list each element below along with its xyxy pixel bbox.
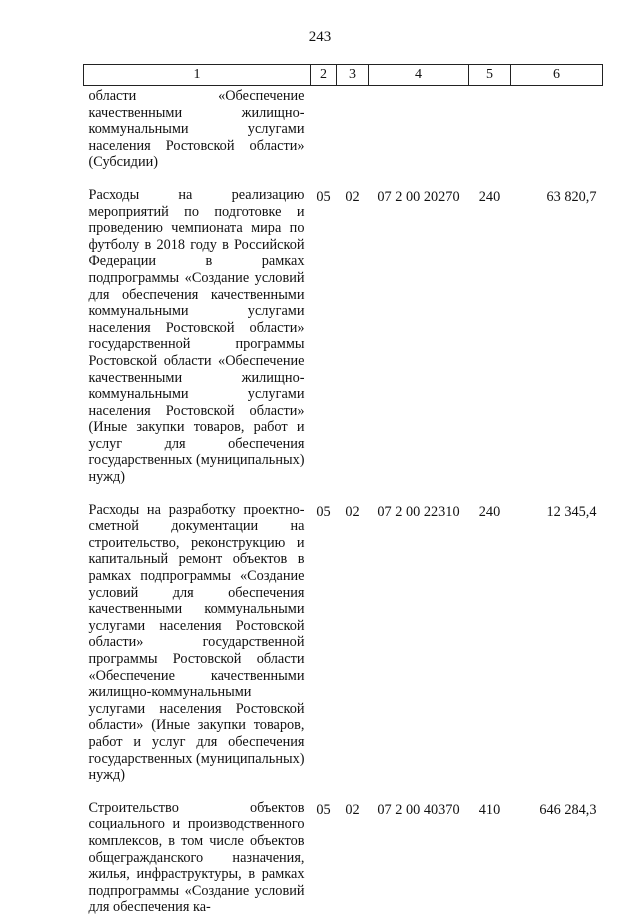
row-amount: 63 820,7 <box>546 188 597 205</box>
page-number: 243 <box>308 29 332 45</box>
column-header-description: 1 <box>84 65 311 86</box>
row-expense-type: 240 <box>478 188 501 205</box>
row-target-article: 07 2 00 40370 <box>377 801 460 818</box>
row-description-text: области «Обеспечение качественными жилищно-коммунальными услугами населения Ростовской области» (Субсидии) <box>88 88 305 171</box>
row-expense-type: 240 <box>478 503 501 520</box>
row-target-article: 07 2 00 20270 <box>377 188 460 205</box>
row-expense-type: 410 <box>478 801 501 818</box>
row-section <box>311 86 337 171</box>
row-subsection <box>337 86 369 171</box>
row-description-text: Расходы на разработку проектно-сметной документации на строительство, реконструкцию и капитальный ремонт объектов в рамках подпрограммы «Создание условий для обеспечения качественными коммунальными услугами населения Ростовской области» государственной программы Ростовской области «Обеспечение качественными жилищно-коммунальными услугами населения Ростовской области» (Иные закупки товаров, работ и услуг для обеспечения государственных (муниципальных) нужд) <box>88 501 305 784</box>
row-target-article: 07 2 00 22310 <box>377 503 460 520</box>
table-row <box>84 171 603 486</box>
row-section: 05 <box>316 503 331 520</box>
row-description-text: Расходы на реализацию мероприятий по подготовке и проведению чемпионата мира по футболу в 2018 году в Российской Федерации в рамках подпрограммы «Создание условий для обеспечения качественными коммунальными услугами населения Ростовской области» государственной программы Ростовской области «Обеспечение качественными жилищно-коммунальными услугами населения Ростовской области» (Иные закупки товаров, работ и услуг для обеспечения государственных (муниципальных) нужд) <box>88 186 305 486</box>
column-header-expense-type: 5 <box>469 65 511 86</box>
column-header-target-article: 4 <box>369 65 469 86</box>
table-row <box>84 784 603 916</box>
row-expense-type <box>469 86 511 171</box>
row-target-article <box>369 86 469 171</box>
budget-table <box>83 64 603 916</box>
row-description <box>84 784 311 916</box>
row-description <box>84 486 311 784</box>
row-description <box>84 86 311 171</box>
row-subsection: 02 <box>345 503 360 520</box>
column-header-section: 2 <box>311 65 337 86</box>
column-header-subsection: 3 <box>337 65 369 86</box>
table-row <box>84 86 603 171</box>
row-description-text: Строительство объектов социального и производственного комплексов, в том числе объектов общегражданского назначения, жилья, инфраструктуры, в рамках подпрограммы «Создание условий для обеспечения ка- <box>88 799 305 916</box>
row-section: 05 <box>316 188 331 205</box>
row-amount <box>511 86 603 171</box>
table-row <box>84 486 603 784</box>
row-description <box>84 171 311 486</box>
table-header-row <box>84 65 603 86</box>
row-amount: 646 284,3 <box>539 801 597 818</box>
row-subsection: 02 <box>345 188 360 205</box>
column-header-amount: 6 <box>511 65 603 86</box>
row-section: 05 <box>316 801 331 818</box>
row-amount: 12 345,4 <box>546 503 597 520</box>
row-subsection: 02 <box>345 801 360 818</box>
